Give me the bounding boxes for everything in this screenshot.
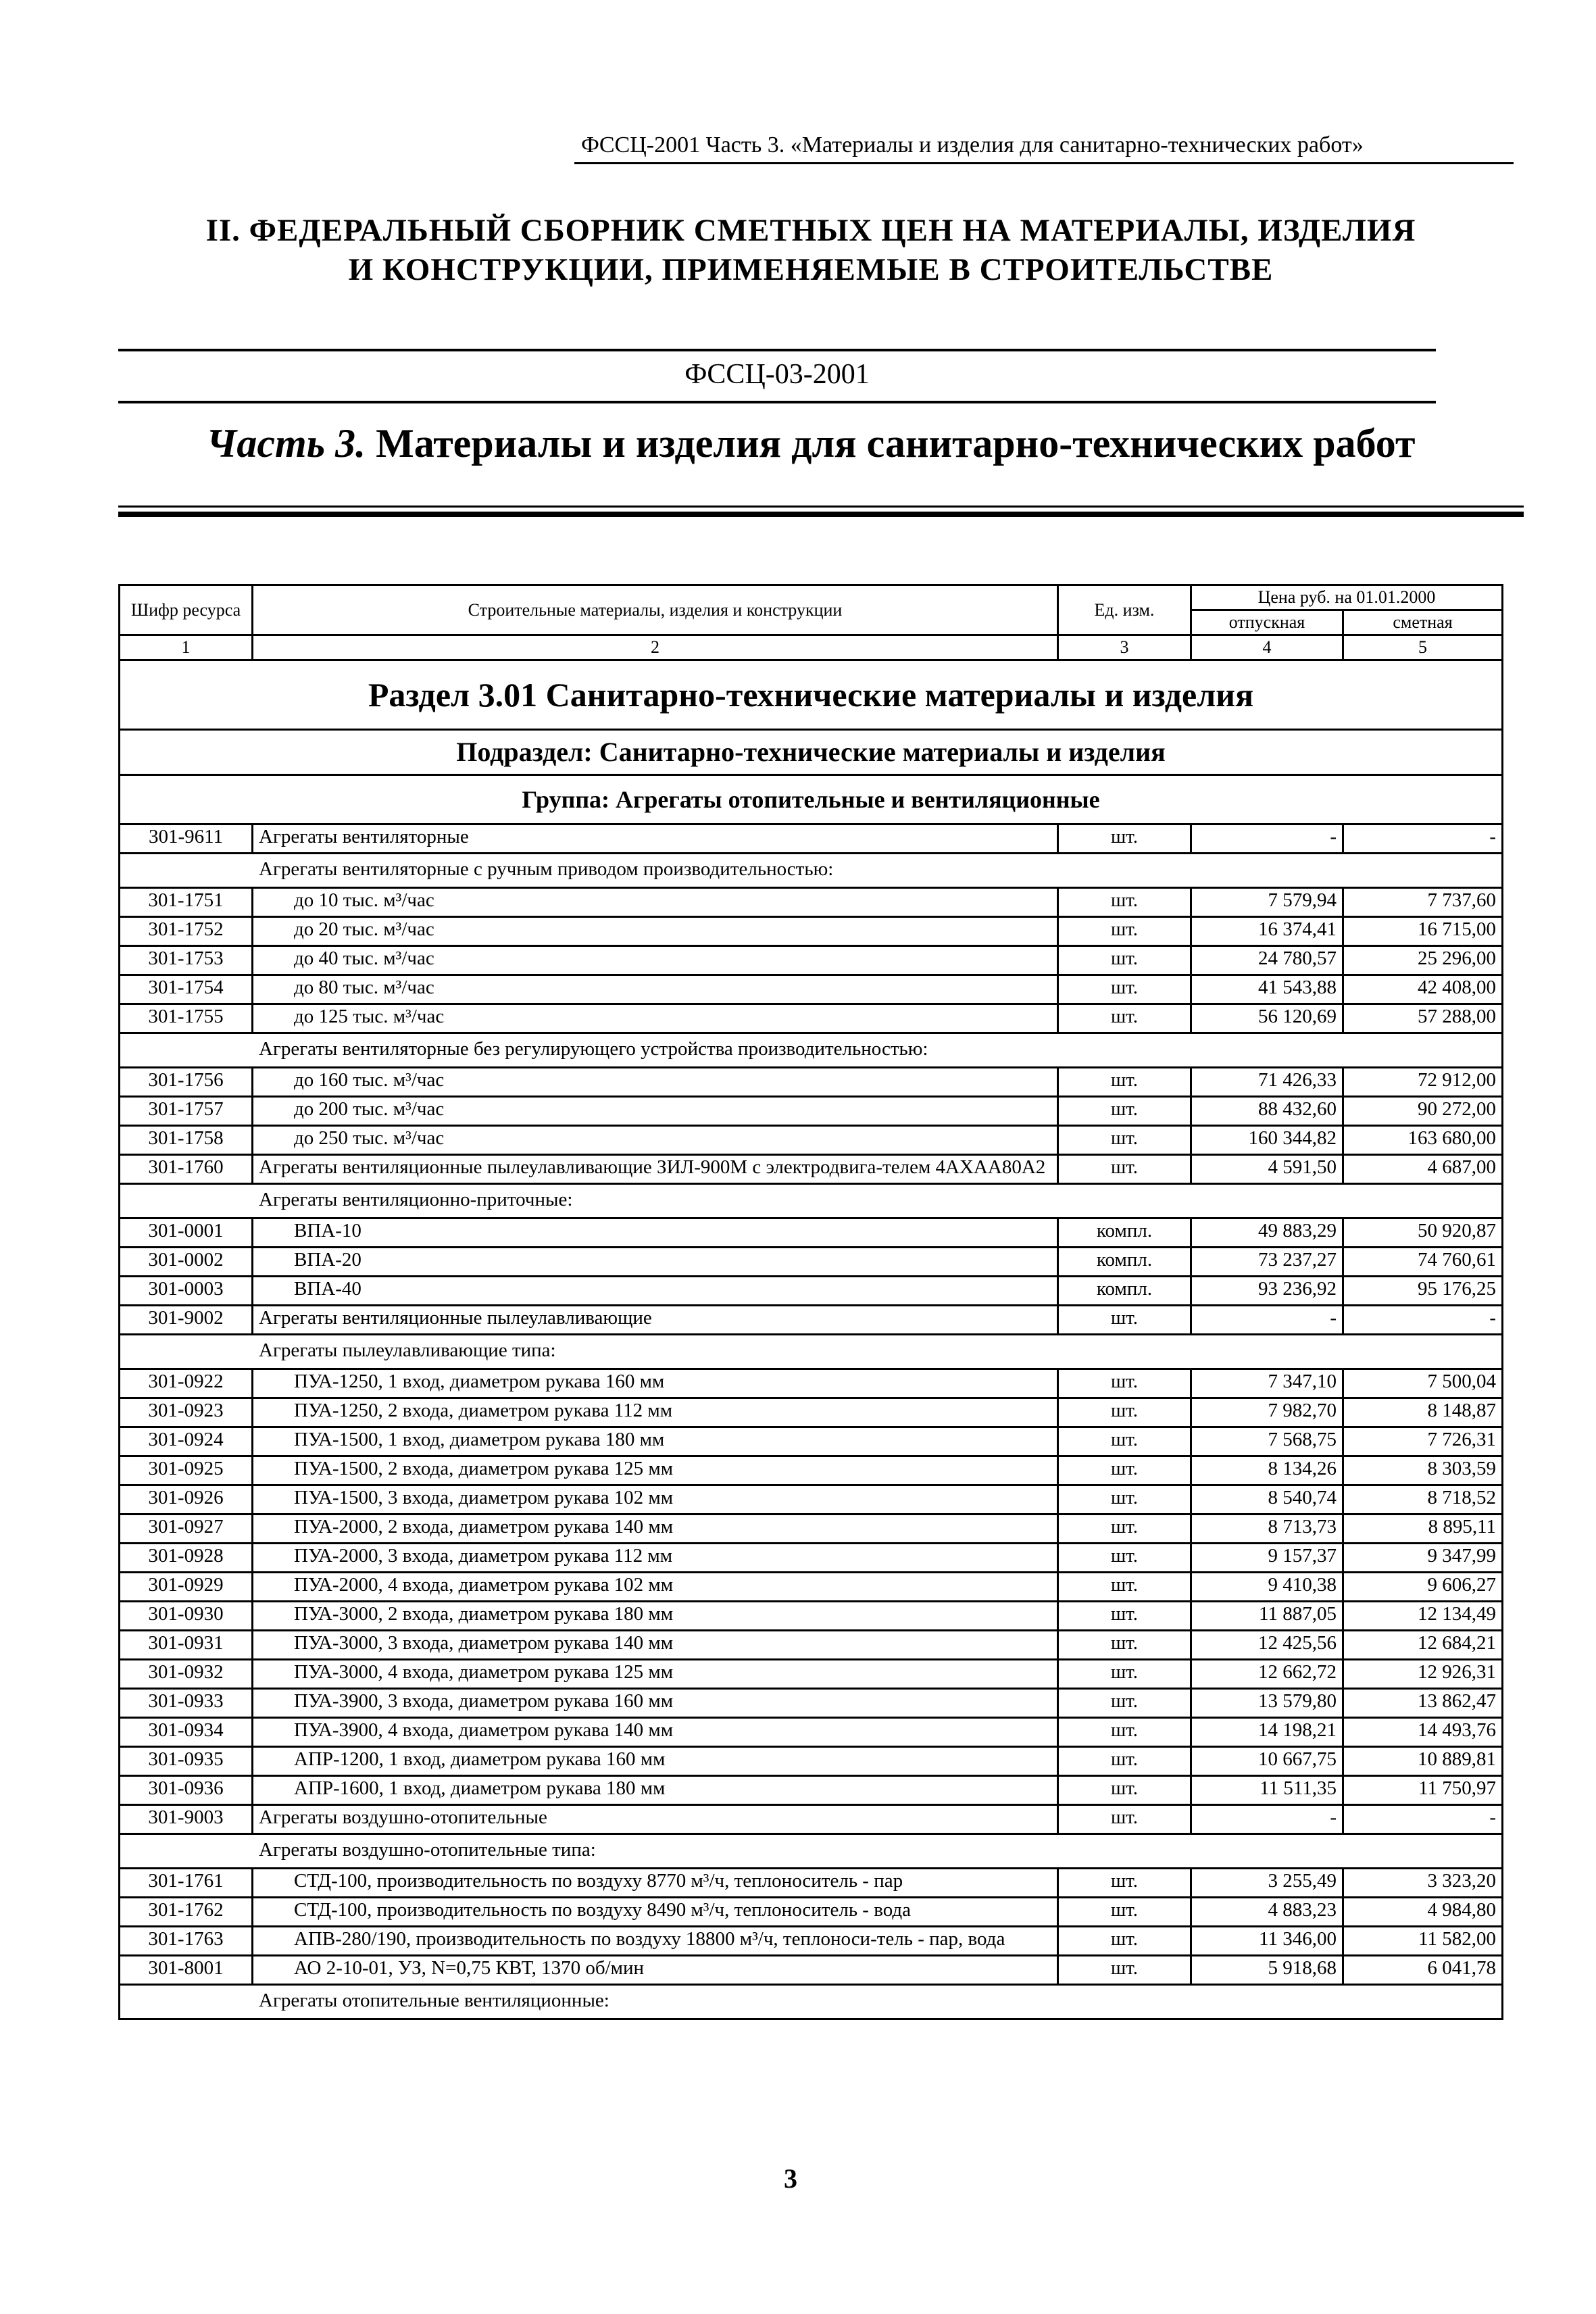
subgroup-note: Агрегаты вентиляторные без регулирующего устройства производительностью: bbox=[120, 1033, 1503, 1068]
resource-code: 301-1753 bbox=[120, 946, 253, 975]
release-price: 7 568,75 bbox=[1191, 1427, 1343, 1456]
unit: шт. bbox=[1058, 946, 1191, 975]
subsection-title: Подраздел: Санитарно-технические материалы и изделия bbox=[120, 730, 1503, 775]
release-price: 73 237,27 bbox=[1191, 1248, 1343, 1277]
table-row bbox=[120, 1306, 1503, 1335]
double-rule-thick bbox=[118, 512, 1524, 517]
unit: шт. bbox=[1058, 1956, 1191, 1985]
main-title-line1: II. ФЕДЕРАЛЬНЫЙ СБОРНИК СМЕТНЫХ ЦЕН НА МАТЕРИАЛЫ, ИЗДЕЛИЯ bbox=[205, 213, 1416, 248]
item-name: ПУА-1250, 2 входа, диаметром рукава 112 мм bbox=[253, 1398, 1058, 1427]
resource-code: 301-0926 bbox=[120, 1485, 253, 1515]
unit: шт. bbox=[1058, 1573, 1191, 1602]
item-name: до 80 тыс. м³/час bbox=[253, 975, 1058, 1004]
unit: шт. bbox=[1058, 1869, 1191, 1898]
table-row bbox=[120, 1427, 1503, 1456]
subgroup-note-row bbox=[120, 1184, 1503, 1218]
item-name: АПР-1200, 1 вход, диаметром рукава 160 мм bbox=[253, 1747, 1058, 1776]
estimate-price: 11 582,00 bbox=[1343, 1927, 1503, 1956]
item-name: до 40 тыс. м³/час bbox=[253, 946, 1058, 975]
release-price: 14 198,21 bbox=[1191, 1718, 1343, 1747]
group-title: Группа: Агрегаты отопительные и вентиляционные bbox=[120, 775, 1503, 824]
subgroup-note: Агрегаты вентиляционно-приточные: bbox=[120, 1184, 1503, 1218]
unit: шт. bbox=[1058, 1097, 1191, 1126]
estimate-price: 9 347,99 bbox=[1343, 1544, 1503, 1573]
resource-code: 301-0931 bbox=[120, 1631, 253, 1660]
release-price: 93 236,92 bbox=[1191, 1277, 1343, 1306]
main-title bbox=[118, 211, 1503, 289]
table-row bbox=[120, 1126, 1503, 1155]
unit: шт. bbox=[1058, 1805, 1191, 1834]
unit: шт. bbox=[1058, 1898, 1191, 1927]
estimate-price: 11 750,97 bbox=[1343, 1776, 1503, 1805]
table-row bbox=[120, 1068, 1503, 1097]
unit: шт. bbox=[1058, 1602, 1191, 1631]
rule-top bbox=[118, 349, 1436, 351]
table-row bbox=[120, 1631, 1503, 1660]
estimate-price: 16 715,00 bbox=[1343, 917, 1503, 946]
unit: шт. bbox=[1058, 1660, 1191, 1689]
estimate-price: - bbox=[1343, 824, 1503, 854]
unit: шт. bbox=[1058, 1544, 1191, 1573]
resource-code: 301-1757 bbox=[120, 1097, 253, 1126]
table-row bbox=[120, 824, 1503, 854]
estimate-price: 163 680,00 bbox=[1343, 1126, 1503, 1155]
resource-code: 301-0923 bbox=[120, 1398, 253, 1427]
column-number: 2 bbox=[253, 635, 1058, 660]
item-name: до 10 тыс. м³/час bbox=[253, 888, 1058, 917]
table-row bbox=[120, 888, 1503, 917]
table-row bbox=[120, 1718, 1503, 1747]
release-price: 10 667,75 bbox=[1191, 1747, 1343, 1776]
table-row bbox=[120, 1544, 1503, 1573]
table-row bbox=[120, 1515, 1503, 1544]
resource-code: 301-8001 bbox=[120, 1956, 253, 1985]
unit: шт. bbox=[1058, 1718, 1191, 1747]
resource-code: 301-9611 bbox=[120, 824, 253, 854]
item-name: ВПА-40 bbox=[253, 1277, 1058, 1306]
resource-code: 301-0922 bbox=[120, 1369, 253, 1398]
estimate-price: 7 737,60 bbox=[1343, 888, 1503, 917]
resource-code: 301-0935 bbox=[120, 1747, 253, 1776]
part-title-text: Материалы и изделия для санитарно-технических работ bbox=[376, 421, 1416, 466]
header-estimate-price: сметная bbox=[1343, 610, 1503, 635]
release-price: 8 134,26 bbox=[1191, 1456, 1343, 1485]
resource-code: 301-0927 bbox=[120, 1515, 253, 1544]
table-row bbox=[120, 1218, 1503, 1248]
release-price: 8 713,73 bbox=[1191, 1515, 1343, 1544]
subgroup-note-row bbox=[120, 1335, 1503, 1369]
table-row bbox=[120, 917, 1503, 946]
estimate-price: 7 500,04 bbox=[1343, 1369, 1503, 1398]
estimate-price: 42 408,00 bbox=[1343, 975, 1503, 1004]
estimate-price: 25 296,00 bbox=[1343, 946, 1503, 975]
release-price: 7 347,10 bbox=[1191, 1369, 1343, 1398]
unit: компл. bbox=[1058, 1248, 1191, 1277]
table-row bbox=[120, 1602, 1503, 1631]
estimate-price: 72 912,00 bbox=[1343, 1068, 1503, 1097]
release-price: 3 255,49 bbox=[1191, 1869, 1343, 1898]
resource-code: 301-1754 bbox=[120, 975, 253, 1004]
subgroup-note-row bbox=[120, 1834, 1503, 1869]
table-row bbox=[120, 1956, 1503, 1985]
unit: компл. bbox=[1058, 1277, 1191, 1306]
item-name: Агрегаты воздушно-отопительные bbox=[253, 1805, 1058, 1834]
unit: шт. bbox=[1058, 1306, 1191, 1335]
item-name: ПУА-2000, 4 входа, диаметром рукава 102 мм bbox=[253, 1573, 1058, 1602]
unit: шт. bbox=[1058, 1068, 1191, 1097]
item-name: до 250 тыс. м³/час bbox=[253, 1126, 1058, 1155]
estimate-price: 4 687,00 bbox=[1343, 1155, 1503, 1184]
release-price: 24 780,57 bbox=[1191, 946, 1343, 975]
double-rule-thin bbox=[118, 506, 1524, 508]
item-name: Агрегаты вентиляционные пылеулавливающие bbox=[253, 1306, 1058, 1335]
estimate-price: - bbox=[1343, 1306, 1503, 1335]
release-price: 56 120,69 bbox=[1191, 1004, 1343, 1033]
table-row bbox=[120, 1660, 1503, 1689]
resource-code: 301-0933 bbox=[120, 1689, 253, 1718]
resource-code: 301-0929 bbox=[120, 1573, 253, 1602]
release-price: 9 157,37 bbox=[1191, 1544, 1343, 1573]
release-price: 5 918,68 bbox=[1191, 1956, 1343, 1985]
table-row bbox=[120, 1155, 1503, 1184]
release-price: - bbox=[1191, 1306, 1343, 1335]
table-row bbox=[120, 1248, 1503, 1277]
unit: шт. bbox=[1058, 1776, 1191, 1805]
release-price: 49 883,29 bbox=[1191, 1218, 1343, 1248]
table-row bbox=[120, 1776, 1503, 1805]
item-name: АПР-1600, 1 вход, диаметром рукава 180 мм bbox=[253, 1776, 1058, 1805]
table-row bbox=[120, 1456, 1503, 1485]
release-price: 12 425,56 bbox=[1191, 1631, 1343, 1660]
item-name: до 200 тыс. м³/час bbox=[253, 1097, 1058, 1126]
release-price: 16 374,41 bbox=[1191, 917, 1343, 946]
unit: шт. bbox=[1058, 1631, 1191, 1660]
header-rule bbox=[574, 162, 1514, 164]
main-title-line2: И КОНСТРУКЦИИ, ПРИМЕНЯЕМЫЕ В СТРОИТЕЛЬСТВЕ bbox=[348, 252, 1274, 287]
table-row bbox=[120, 1689, 1503, 1718]
item-name: до 20 тыс. м³/час bbox=[253, 917, 1058, 946]
item-name: ВПА-10 bbox=[253, 1218, 1058, 1248]
item-name: ПУА-2000, 2 входа, диаметром рукава 140 мм bbox=[253, 1515, 1058, 1544]
release-price: 9 410,38 bbox=[1191, 1573, 1343, 1602]
release-price: 11 346,00 bbox=[1191, 1927, 1343, 1956]
subgroup-note: Агрегаты воздушно-отопительные типа: bbox=[120, 1834, 1503, 1869]
item-name: АПВ-280/190, производительность по воздуху 18800 м³/ч, теплоноси-тель - пар, вода bbox=[253, 1927, 1058, 1956]
estimate-price: 12 684,21 bbox=[1343, 1631, 1503, 1660]
table-row bbox=[120, 1869, 1503, 1898]
item-name: ПУА-3000, 3 входа, диаметром рукава 140 мм bbox=[253, 1631, 1058, 1660]
table-row bbox=[120, 1369, 1503, 1398]
subgroup-note: Агрегаты вентиляторные с ручным приводом производительностью: bbox=[120, 854, 1503, 888]
release-price: 12 662,72 bbox=[1191, 1660, 1343, 1689]
release-price: 13 579,80 bbox=[1191, 1689, 1343, 1718]
part-title bbox=[118, 420, 1503, 467]
estimate-price: 50 920,87 bbox=[1343, 1218, 1503, 1248]
estimate-price: 95 176,25 bbox=[1343, 1277, 1503, 1306]
item-name: СТД-100, производительность по воздуху 8490 м³/ч, теплоноситель - вода bbox=[253, 1898, 1058, 1927]
estimate-price: 90 272,00 bbox=[1343, 1097, 1503, 1126]
estimate-price: 10 889,81 bbox=[1343, 1747, 1503, 1776]
table-row bbox=[120, 1573, 1503, 1602]
release-price: 41 543,88 bbox=[1191, 975, 1343, 1004]
estimate-price: 4 984,80 bbox=[1343, 1898, 1503, 1927]
estimate-price: 8 148,87 bbox=[1343, 1398, 1503, 1427]
estimate-price: 7 726,31 bbox=[1343, 1427, 1503, 1456]
page-number: 3 bbox=[784, 2163, 797, 2194]
table-row bbox=[120, 1898, 1503, 1927]
unit: шт. bbox=[1058, 1126, 1191, 1155]
estimate-price: 12 134,49 bbox=[1343, 1602, 1503, 1631]
release-price: 7 579,94 bbox=[1191, 888, 1343, 917]
table-row bbox=[120, 1747, 1503, 1776]
release-price: 7 982,70 bbox=[1191, 1398, 1343, 1427]
estimate-price: 8 303,59 bbox=[1343, 1456, 1503, 1485]
header-release-price: отпускная bbox=[1191, 610, 1343, 635]
resource-code: 301-1751 bbox=[120, 888, 253, 917]
resource-code: 301-0003 bbox=[120, 1277, 253, 1306]
unit: шт. bbox=[1058, 1155, 1191, 1184]
estimate-price: 12 926,31 bbox=[1343, 1660, 1503, 1689]
resource-code: 301-0925 bbox=[120, 1456, 253, 1485]
resource-code: 301-0936 bbox=[120, 1776, 253, 1805]
collection-code: ФССЦ-03-2001 bbox=[684, 359, 870, 390]
resource-code: 301-1762 bbox=[120, 1898, 253, 1927]
item-name: АО 2-10-01, УЗ, N=0,75 КВТ, 1370 об/мин bbox=[253, 1956, 1058, 1985]
resource-code: 301-0001 bbox=[120, 1218, 253, 1248]
header-code: Шифр ресурса bbox=[120, 585, 253, 635]
estimate-price: 74 760,61 bbox=[1343, 1248, 1503, 1277]
item-name: ПУА-1250, 1 вход, диаметром рукава 160 мм bbox=[253, 1369, 1058, 1398]
table-row bbox=[120, 975, 1503, 1004]
item-name: ПУА-2000, 3 входа, диаметром рукава 112 мм bbox=[253, 1544, 1058, 1573]
resource-code: 301-1755 bbox=[120, 1004, 253, 1033]
unit: шт. bbox=[1058, 1747, 1191, 1776]
table-row bbox=[120, 946, 1503, 975]
estimate-price: - bbox=[1343, 1805, 1503, 1834]
column-number: 5 bbox=[1343, 635, 1503, 660]
rule-middle bbox=[118, 401, 1436, 403]
resource-code: 301-0928 bbox=[120, 1544, 253, 1573]
release-price: 11 511,35 bbox=[1191, 1776, 1343, 1805]
unit: шт. bbox=[1058, 1427, 1191, 1456]
resource-code: 301-0934 bbox=[120, 1718, 253, 1747]
resource-code: 301-1760 bbox=[120, 1155, 253, 1184]
table-row bbox=[120, 1927, 1503, 1956]
estimate-price: 9 606,27 bbox=[1343, 1573, 1503, 1602]
unit: шт. bbox=[1058, 1398, 1191, 1427]
unit: шт. bbox=[1058, 1927, 1191, 1956]
item-name: ВПА-20 bbox=[253, 1248, 1058, 1277]
item-name: Агрегаты вентиляторные bbox=[253, 824, 1058, 854]
resource-code: 301-0002 bbox=[120, 1248, 253, 1277]
estimate-price: 8 895,11 bbox=[1343, 1515, 1503, 1544]
estimate-price: 3 323,20 bbox=[1343, 1869, 1503, 1898]
table-row bbox=[120, 1277, 1503, 1306]
unit: шт. bbox=[1058, 888, 1191, 917]
item-name: до 125 тыс. м³/час bbox=[253, 1004, 1058, 1033]
item-name: ПУА-3900, 3 входа, диаметром рукава 160 мм bbox=[253, 1689, 1058, 1718]
column-number: 3 bbox=[1058, 635, 1191, 660]
header-name: Строительные материалы, изделия и конструкции bbox=[253, 585, 1058, 635]
resource-code: 301-9002 bbox=[120, 1306, 253, 1335]
header-price: Цена руб. на 01.01.2000 bbox=[1191, 585, 1503, 610]
release-price: 160 344,82 bbox=[1191, 1126, 1343, 1155]
item-name: ПУА-1500, 3 входа, диаметром рукава 102 мм bbox=[253, 1485, 1058, 1515]
item-name: ПУА-3000, 4 входа, диаметром рукава 125 мм bbox=[253, 1660, 1058, 1689]
unit: шт. bbox=[1058, 1004, 1191, 1033]
unit: шт. bbox=[1058, 824, 1191, 854]
release-price: - bbox=[1191, 1805, 1343, 1834]
item-name: ПУА-3900, 4 входа, диаметром рукава 140 мм bbox=[253, 1718, 1058, 1747]
column-number: 4 bbox=[1191, 635, 1343, 660]
resource-code: 301-0924 bbox=[120, 1427, 253, 1456]
resource-code: 301-1752 bbox=[120, 917, 253, 946]
column-number: 1 bbox=[120, 635, 253, 660]
release-price: 8 540,74 bbox=[1191, 1485, 1343, 1515]
subgroup-note: Агрегаты пылеулавливающие типа: bbox=[120, 1335, 1503, 1369]
section-title: Раздел 3.01 Санитарно-технические материалы и изделия bbox=[120, 660, 1503, 730]
item-name: до 160 тыс. м³/час bbox=[253, 1068, 1058, 1097]
resource-code: 301-9003 bbox=[120, 1805, 253, 1834]
unit: шт. bbox=[1058, 1485, 1191, 1515]
item-name: Агрегаты вентиляционные пылеулавливающие ЗИЛ-900М с электродвига-телем 4АХАА80А2 bbox=[253, 1155, 1058, 1184]
part-label: Часть 3. bbox=[206, 421, 366, 466]
price-table bbox=[118, 584, 1503, 2020]
unit: шт. bbox=[1058, 1456, 1191, 1485]
subgroup-note-row bbox=[120, 854, 1503, 888]
item-name: ПУА-1500, 1 вход, диаметром рукава 180 мм bbox=[253, 1427, 1058, 1456]
resource-code: 301-1758 bbox=[120, 1126, 253, 1155]
release-price: 11 887,05 bbox=[1191, 1602, 1343, 1631]
subgroup-note-row bbox=[120, 1985, 1503, 2019]
running-header: ФССЦ-2001 Часть 3. «Материалы и изделия для санитарно-технических работ» bbox=[581, 132, 1364, 157]
table-row bbox=[120, 1004, 1503, 1033]
unit: шт. bbox=[1058, 1689, 1191, 1718]
item-name: ПУА-1500, 2 входа, диаметром рукава 125 мм bbox=[253, 1456, 1058, 1485]
unit: шт. bbox=[1058, 1515, 1191, 1544]
table-row bbox=[120, 1485, 1503, 1515]
release-price: - bbox=[1191, 824, 1343, 854]
subgroup-note: Агрегаты отопительные вентиляционные: bbox=[120, 1985, 1503, 2019]
table-row bbox=[120, 1097, 1503, 1126]
release-price: 71 426,33 bbox=[1191, 1068, 1343, 1097]
resource-code: 301-0932 bbox=[120, 1660, 253, 1689]
estimate-price: 13 862,47 bbox=[1343, 1689, 1503, 1718]
unit: компл. bbox=[1058, 1218, 1191, 1248]
resource-code: 301-1756 bbox=[120, 1068, 253, 1097]
estimate-price: 8 718,52 bbox=[1343, 1485, 1503, 1515]
estimate-price: 57 288,00 bbox=[1343, 1004, 1503, 1033]
unit: шт. bbox=[1058, 975, 1191, 1004]
release-price: 88 432,60 bbox=[1191, 1097, 1343, 1126]
table-row bbox=[120, 1805, 1503, 1834]
resource-code: 301-1763 bbox=[120, 1927, 253, 1956]
release-price: 4 883,23 bbox=[1191, 1898, 1343, 1927]
resource-code: 301-0930 bbox=[120, 1602, 253, 1631]
unit: шт. bbox=[1058, 1369, 1191, 1398]
subgroup-note-row bbox=[120, 1033, 1503, 1068]
item-name: ПУА-3000, 2 входа, диаметром рукава 180 мм bbox=[253, 1602, 1058, 1631]
release-price: 4 591,50 bbox=[1191, 1155, 1343, 1184]
header-unit: Ед. изм. bbox=[1058, 585, 1191, 635]
unit: шт. bbox=[1058, 917, 1191, 946]
estimate-price: 14 493,76 bbox=[1343, 1718, 1503, 1747]
estimate-price: 6 041,78 bbox=[1343, 1956, 1503, 1985]
table-row bbox=[120, 1398, 1503, 1427]
item-name: СТД-100, производительность по воздуху 8770 м³/ч, теплоноситель - пар bbox=[253, 1869, 1058, 1898]
resource-code: 301-1761 bbox=[120, 1869, 253, 1898]
